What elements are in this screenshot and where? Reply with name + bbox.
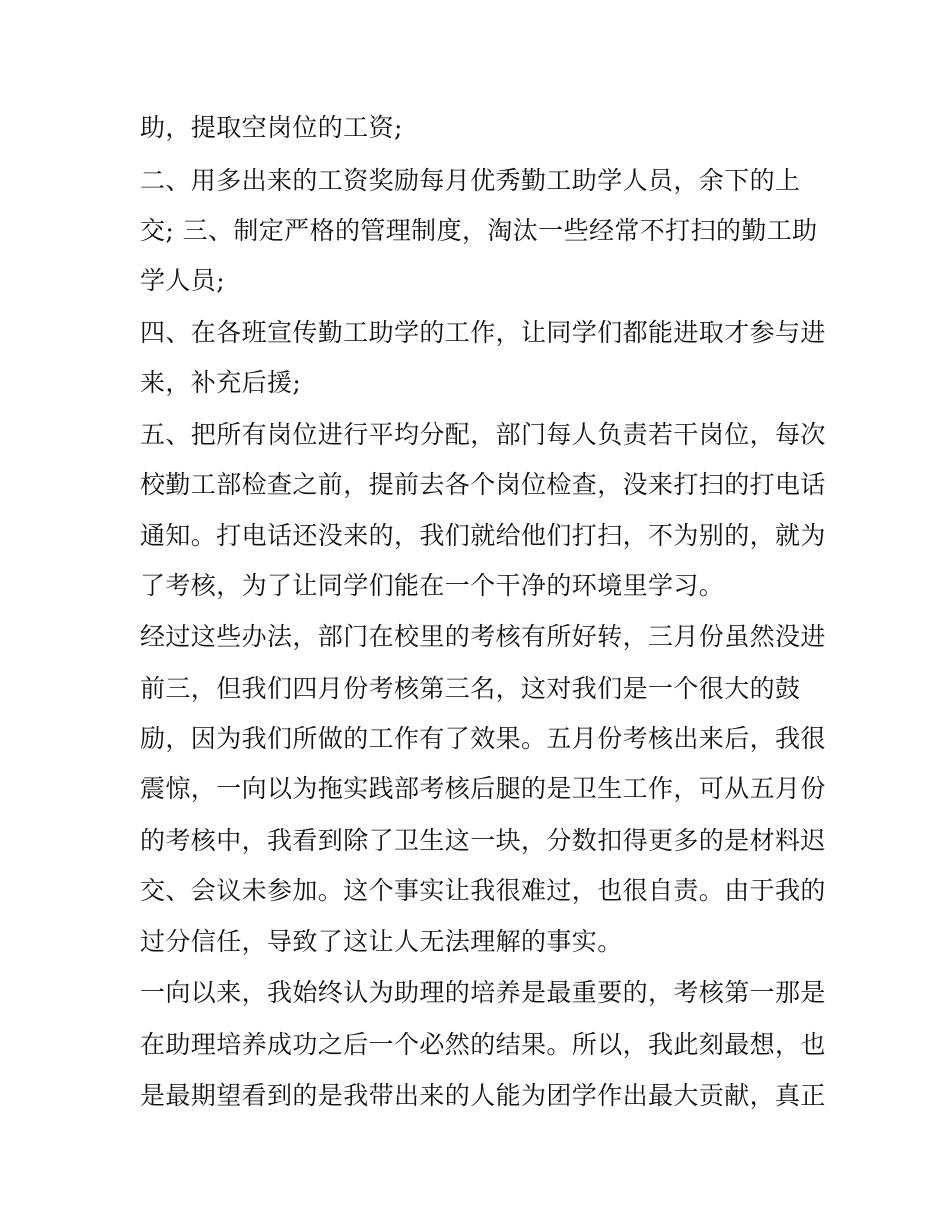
text-line: 交; 三、制定严格的管理制度，淘汰一些经常不打扫的勤工助 — [140, 216, 818, 245]
text-line: 来，补充后援; — [140, 368, 302, 397]
text-line: 交、会议未参加。这个事实让我很难过，也很自责。由于我的 — [140, 876, 826, 905]
text-line: 了考核，为了让同学们能在一个干净的环境里学习。 — [140, 571, 725, 600]
text-line: 过分信任，导致了这让人无法理解的事实。 — [140, 927, 623, 956]
text-line: 震惊，一向以为拖实践部考核后腿的是卫生工作，可从五月份 — [140, 774, 826, 803]
text-line: 通知。打电话还没来的，我们就给他们打扫，不为别的，就为 — [140, 521, 826, 550]
text-line: 在助理培养成功之后一个必然的结果。所以，我此刻最想，也 — [140, 1030, 826, 1059]
text-line: 前三，但我们四月份考核第三名，这对我们是一个很大的鼓 — [140, 674, 801, 703]
text-line: 助，提取空岗位的工资; — [140, 113, 403, 142]
text-line: 学人员; — [140, 266, 226, 295]
text-line: 是最期望看到的是我带出来的人能为团学作出最大贡献，真正 — [140, 1081, 826, 1110]
text-line: 校勤工部检查之前，提前去各个岗位检查，没来打扫的打电话 — [140, 470, 826, 499]
text-line: 五、把所有岗位进行平均分配，部门每人负责若干岗位，每次 — [140, 420, 826, 449]
text-line: 四、在各班宣传勤工助学的工作，让同学们都能进取才参与进 — [140, 318, 826, 347]
text-line: 经过这些办法，部门在校里的考核有所好转，三月份虽然没进 — [140, 622, 826, 651]
text-line: 二、用多出来的工资奖励每月优秀勤工助学人员，余下的上 — [140, 166, 801, 195]
text-line: 的考核中，我看到除了卫生这一块，分数扣得更多的是材料迟 — [140, 826, 826, 855]
text-line: 励，因为我们所做的工作有了效果。五月份考核出来后，我很 — [140, 724, 826, 753]
text-line: 一向以来，我始终认为助理的培养是最重要的，考核第一那是 — [140, 978, 826, 1007]
